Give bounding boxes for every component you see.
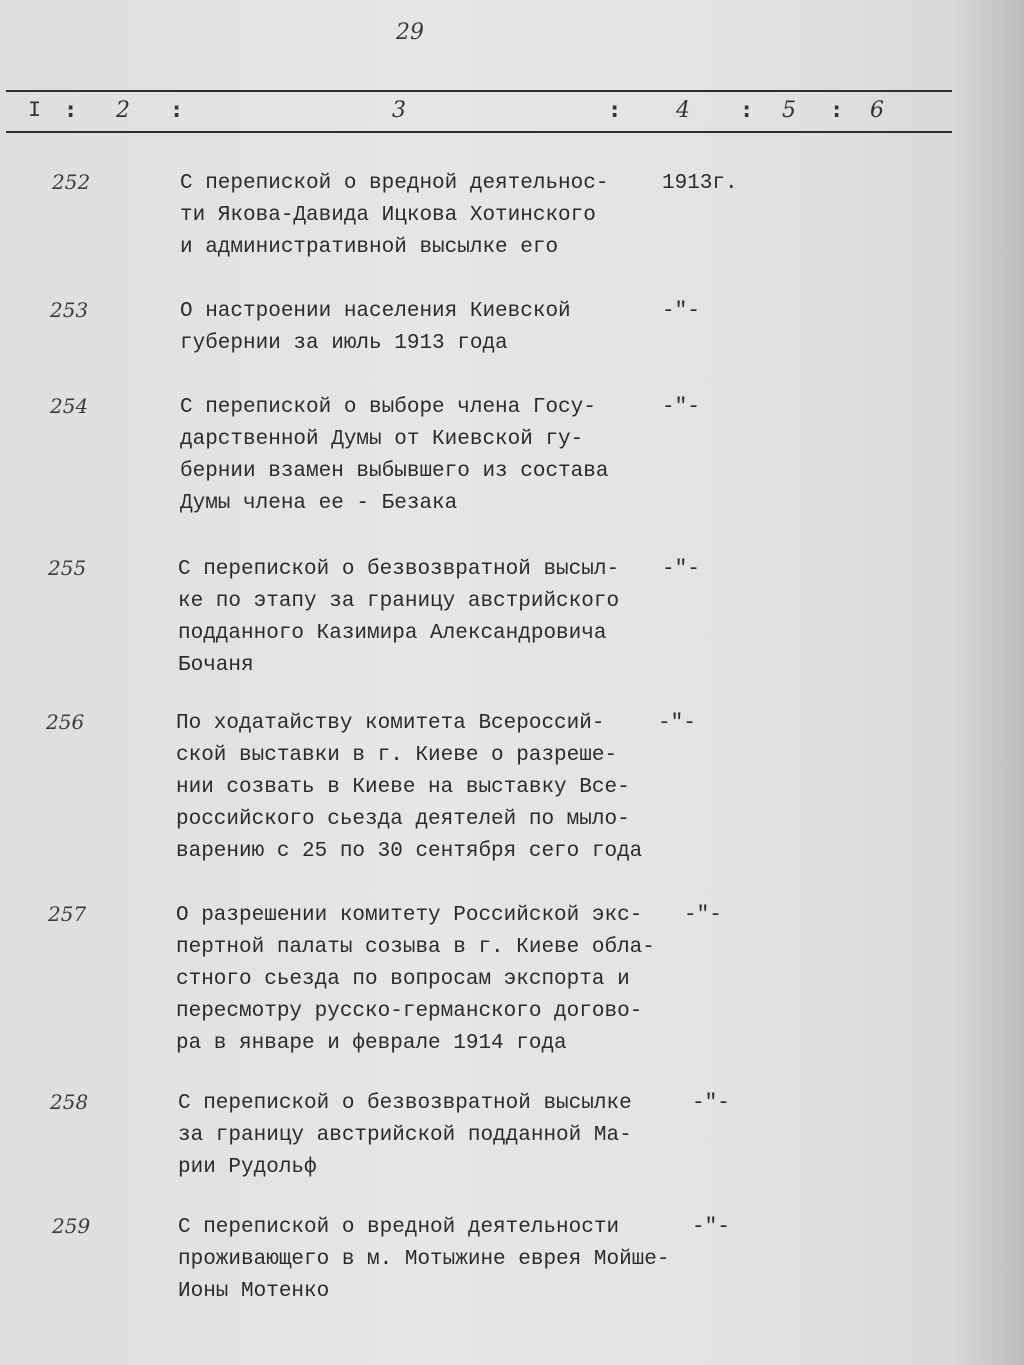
header-separator: : (64, 98, 78, 123)
entry-line: нии созвать в Киеве на выставку Все- (176, 776, 630, 799)
entry-line: за границу австрийской подданной Ма- (178, 1124, 632, 1147)
entry-line: По ходатайству комитета Всероссий- (176, 712, 605, 735)
entry-line: губернии за июль 1913 года (180, 332, 508, 355)
header-col-6: 6 (870, 98, 884, 123)
entry-number: 259 (52, 1214, 91, 1238)
entry-number: 253 (50, 298, 89, 322)
header-col-1: I (28, 98, 42, 123)
entry-description (178, 554, 619, 682)
header-col-4: 4 (676, 98, 690, 123)
entry-line: бернии взамен выбывшего из состава (180, 460, 609, 483)
entry-number: 252 (52, 170, 91, 194)
entry-line: О разрешении комитету Российской экс- (176, 904, 643, 927)
entry-line: С перепиской о вредной деятельнос- (180, 172, 609, 195)
header-col-2: 2 (116, 98, 130, 123)
header-separator: : (170, 98, 184, 123)
entry-line: пертной палаты созыва в г. Киеве обла- (176, 936, 655, 959)
entry-line: стного сьезда по вопросам экспорта и (176, 968, 630, 991)
header-separator: : (830, 98, 844, 123)
header-col-3: 3 (392, 98, 406, 123)
page-edge-shadow (952, 0, 1024, 1365)
entry-number: 258 (50, 1090, 89, 1114)
entry-description (176, 708, 642, 868)
entry-description (180, 392, 608, 520)
entry-line: С перепиской о выборе члена Госу- (180, 396, 596, 419)
entry-number: 254 (50, 394, 89, 418)
entry-year: -"- (692, 1092, 730, 1115)
entry-description (180, 168, 608, 264)
entry-year: -"- (662, 396, 700, 419)
entry-year: 1913г. (662, 172, 738, 195)
entry-line: ра в январе и феврале 1914 года (176, 1032, 567, 1055)
entry-description (178, 1212, 669, 1308)
header-separator: : (740, 98, 754, 123)
entry-number: 257 (48, 902, 87, 926)
page-number: 29 (396, 20, 424, 45)
entry-line: варению с 25 по 30 сентября сего года (176, 840, 643, 863)
entry-line: проживающего в м. Мотыжине еврея Мойше- (178, 1248, 670, 1271)
entry-line: Бочаня (178, 654, 254, 677)
entry-year: -"- (684, 904, 722, 927)
entry-year: -"- (662, 300, 700, 323)
entry-line: ке по этапу за границу австрийского (178, 590, 620, 613)
entry-year: -"- (662, 558, 700, 581)
entry-description (180, 296, 571, 360)
header-bottom-rule (6, 131, 952, 133)
entry-line: пересмотру русско-германского догово- (176, 1000, 643, 1023)
entry-description (176, 900, 655, 1060)
entry-line: Ионы Мотенко (178, 1280, 330, 1303)
entry-description (178, 1088, 632, 1184)
entry-line: ской выставки в г. Киеве о разреше- (176, 744, 618, 767)
entry-line: С перепиской о безвозвратной высылке (178, 1092, 632, 1115)
header-top-rule (6, 90, 952, 92)
entry-line: ти Якова-Давида Ицкова Хотинского (180, 204, 596, 227)
entry-number: 256 (46, 710, 85, 734)
entry-line: российского сьезда деятелей по мыло- (176, 808, 630, 831)
header-col-5: 5 (782, 98, 796, 123)
entry-line: дарственной Думы от Киевской гу- (180, 428, 584, 451)
entry-line: О настроении населения Киевской (180, 300, 571, 323)
entry-line: Думы члена ее - Безака (180, 492, 458, 515)
entry-year: -"- (692, 1216, 730, 1239)
entry-line: С перепиской о безвозвратной высыл- (178, 558, 620, 581)
entry-year: -"- (658, 712, 696, 735)
entry-line: рии Рудольф (178, 1156, 317, 1179)
header-separator: : (608, 98, 622, 123)
entry-line: С перепиской о вредной деятельности (178, 1216, 620, 1239)
entry-line: подданного Казимира Александровича (178, 622, 607, 645)
entry-line: и административной высылке его (180, 236, 559, 259)
entry-number: 255 (48, 556, 87, 580)
